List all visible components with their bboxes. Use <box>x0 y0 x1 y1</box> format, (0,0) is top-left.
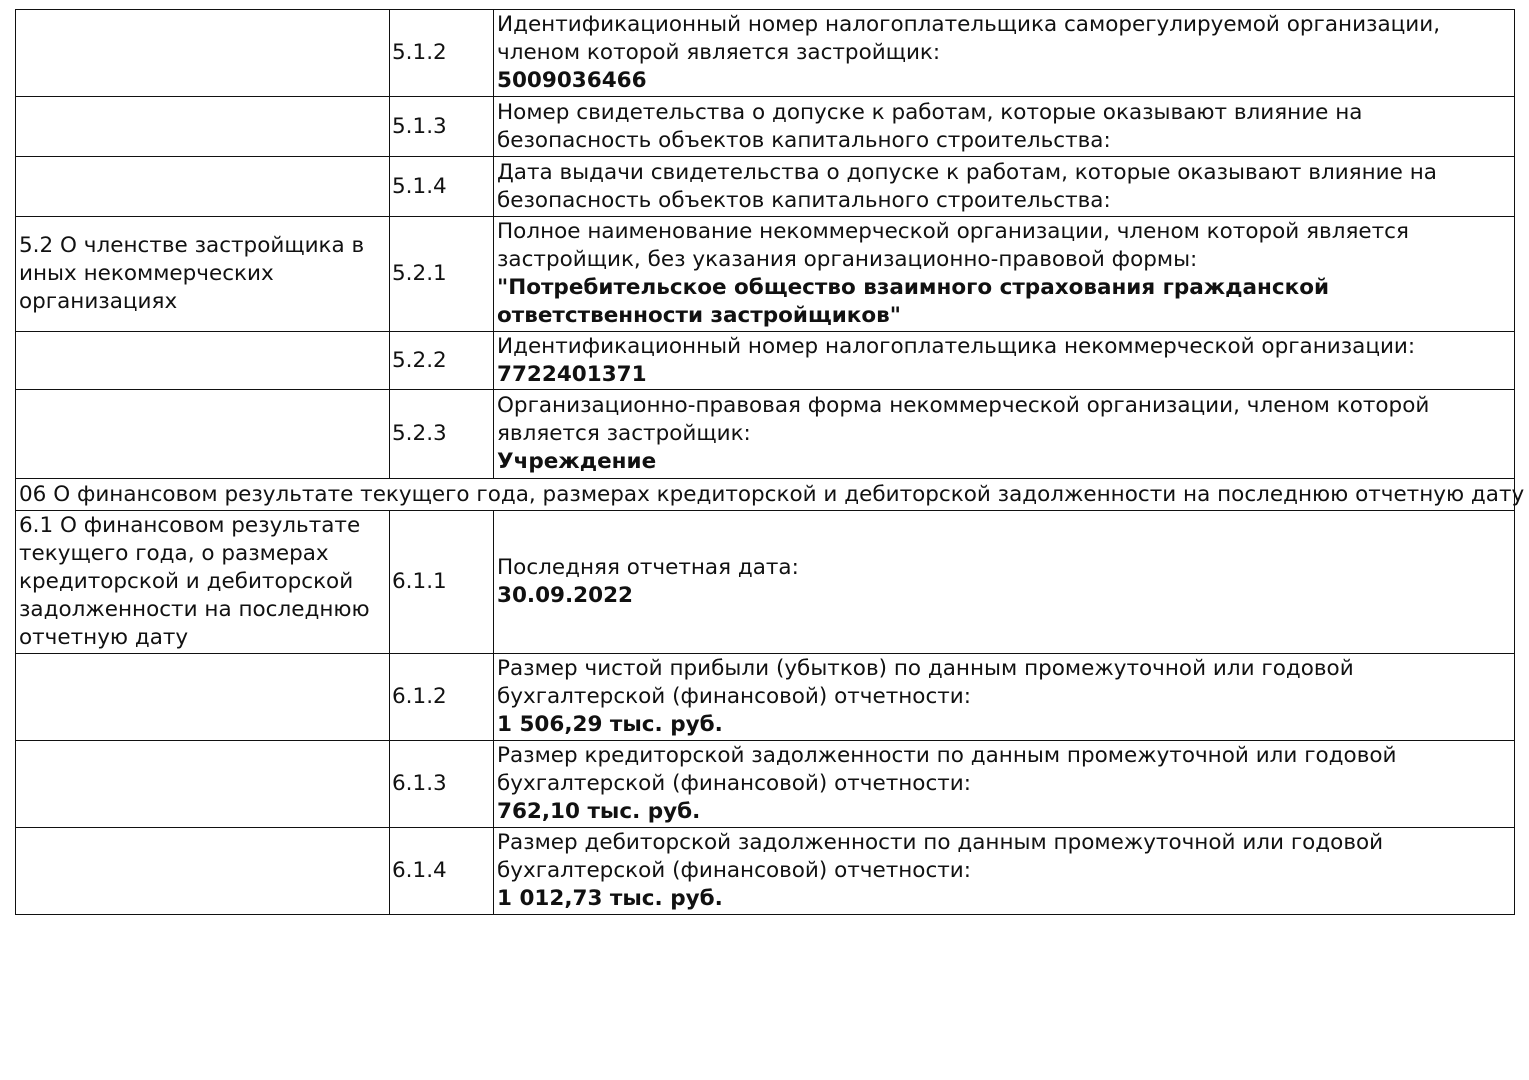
item-description <box>494 828 1515 915</box>
item-value: 5009036466 <box>497 68 647 93</box>
section-cell <box>16 654 390 741</box>
item-label: Полное наименование некоммерческой организации, членом которой является застройщик, без указания организационно-правовой формы: <box>497 219 1409 272</box>
item-description <box>494 332 1515 390</box>
section-cell <box>16 157 390 217</box>
table-row <box>16 828 1515 915</box>
item-label: Номер свидетельства о допуске к работам, которые оказывают влияние на безопасность объектов капитального строительства: <box>497 99 1363 153</box>
item-label: Последняя отчетная дата: <box>497 555 799 580</box>
item-label: Размер дебиторской задолженности по данным промежуточной или годовой бухгалтерской (финансовой) отчетности: <box>497 830 1384 883</box>
item-description <box>494 741 1515 828</box>
table-row <box>16 654 1515 741</box>
item-label: Дата выдачи свидетельства о допуске к работам, которые оказывают влияние на безопасность объектов капитального строительства: <box>497 159 1437 213</box>
item-value: 7722401371 <box>497 361 647 387</box>
table-row <box>16 741 1515 828</box>
item-number: 5.1.2 <box>390 10 494 97</box>
item-value: Учреждение <box>497 449 657 474</box>
item-description <box>494 10 1515 97</box>
item-value: 1 012,73 тыс. руб. <box>497 886 723 911</box>
item-number: 6.1.2 <box>390 654 494 741</box>
item-value: 762,10 тыс. руб. <box>497 799 701 824</box>
item-label: Идентификационный номер налогоплательщика саморегулируемой организации, членом которой является застройщик: <box>497 12 1441 65</box>
item-label: Идентификационный номер налогоплательщика некоммерческой организации: <box>497 333 1416 359</box>
item-description <box>494 390 1515 479</box>
item-number: 6.1.3 <box>390 741 494 828</box>
item-number: 5.2.2 <box>390 332 494 390</box>
item-number: 6.1.4 <box>390 828 494 915</box>
table-row <box>16 157 1515 217</box>
section-cell <box>16 741 390 828</box>
section-06-header: 06 О финансовом результате текущего года, размерах кредиторской и дебиторской задолженности на последнюю отчетную дату <box>16 479 1515 511</box>
item-label: Размер кредиторской задолженности по данным промежуточной или годовой бухгалтерской (финансовой) отчетности: <box>497 743 1397 796</box>
item-description <box>494 157 1515 217</box>
section-header-row <box>16 479 1515 511</box>
table-row <box>16 217 1515 332</box>
item-label: Размер чистой прибыли (убытков) по данным промежуточной или годовой бухгалтерской (финансовой) отчетности: <box>497 656 1354 709</box>
item-description <box>494 654 1515 741</box>
item-label: Организационно-правовая форма некоммерческой организации, членом которой является застройщик: <box>497 393 1430 446</box>
section-cell: 6.1 О финансовом результате текущего года, о размерах кредиторской и дебиторской задолженности на последнюю отчетную дату <box>16 511 390 654</box>
table-row <box>16 332 1515 390</box>
table-row <box>16 390 1515 479</box>
item-value: "Потребительское общество взаимного страхования гражданской ответственности застройщиков" <box>497 275 1330 328</box>
section-cell <box>16 10 390 97</box>
item-number: 5.1.3 <box>390 97 494 157</box>
item-description <box>494 217 1515 332</box>
table-row <box>16 10 1515 97</box>
section-cell <box>16 97 390 157</box>
item-value: 30.09.2022 <box>497 583 634 608</box>
section-cell: 5.2 О членстве застройщика в иных некоммерческих организациях <box>16 217 390 332</box>
item-number: 5.1.4 <box>390 157 494 217</box>
table-row <box>16 511 1515 654</box>
item-description <box>494 511 1515 654</box>
item-number: 5.2.3 <box>390 390 494 479</box>
section-cell <box>16 828 390 915</box>
item-number: 6.1.1 <box>390 511 494 654</box>
item-number: 5.2.1 <box>390 217 494 332</box>
disclosure-table <box>15 9 1525 915</box>
item-value: 1 506,29 тыс. руб. <box>497 712 723 737</box>
section-cell <box>16 332 390 390</box>
item-description <box>494 97 1515 157</box>
section-cell <box>16 390 390 479</box>
table-row <box>16 97 1515 157</box>
